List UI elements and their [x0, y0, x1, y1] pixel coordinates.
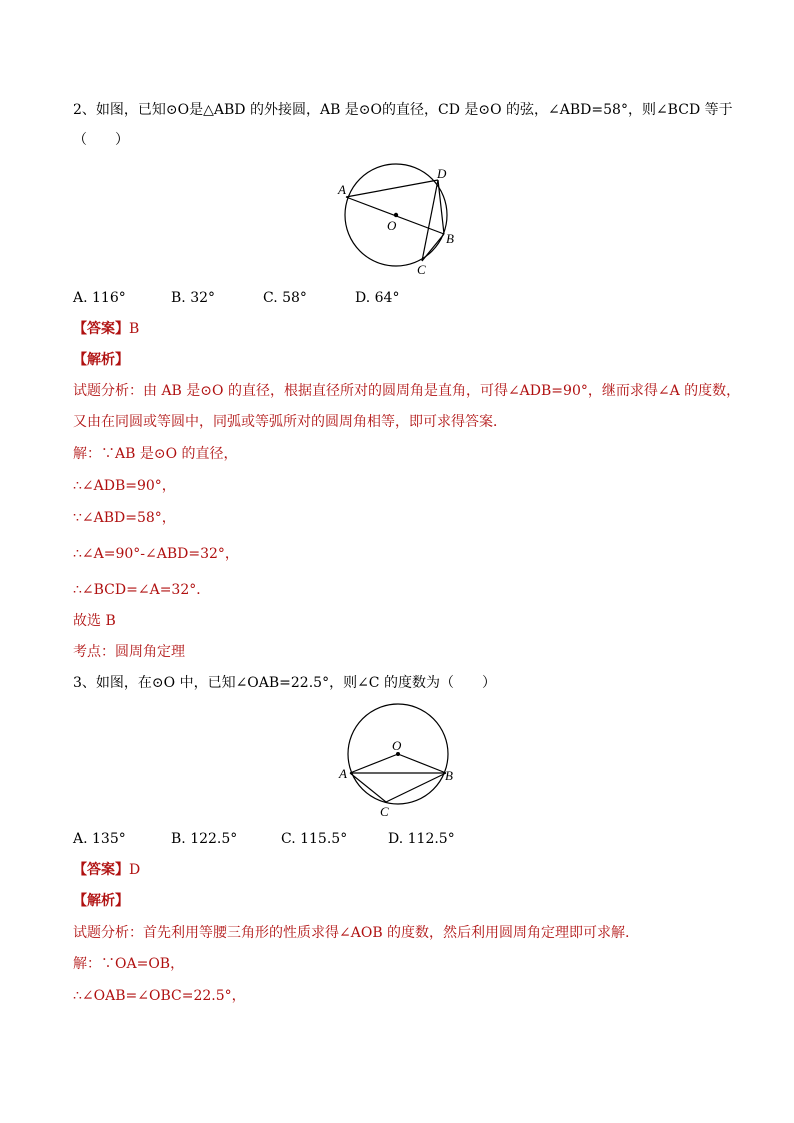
q2-choice-a: A. 116° — [73, 290, 126, 306]
q3-segment-oa — [350, 754, 398, 773]
q2-analysis-line-2: 又由在同圆或等圆中，同弧或等弧所对的圆周角相等，即可求得答案． — [73, 414, 507, 430]
q2-choice-c: C. 58° — [263, 290, 307, 306]
q3-answer-line — [73, 861, 140, 879]
q2-conclusion: 故选 B — [73, 613, 116, 629]
q2-answer-paren: （ ） — [73, 132, 129, 148]
q3-label-b: B — [445, 768, 453, 783]
q2-label-d: D — [437, 166, 447, 181]
q2-answer-tag: 【答案】 — [73, 321, 129, 337]
q2-label-c: C — [417, 262, 426, 277]
q2-choice-d: D. 64° — [355, 290, 400, 306]
q3-answer-value: D — [129, 862, 141, 878]
q3-circle-figure — [334, 700, 464, 822]
q2-segment-db — [438, 180, 444, 234]
q2-choice-b: B. 32° — [171, 290, 216, 306]
q2-circle-figure — [330, 160, 460, 278]
q3-label-o: O — [392, 738, 402, 753]
q2-label-a: A — [338, 182, 346, 197]
q2-segment-dc — [422, 180, 438, 261]
q2-solution-line-3: ∵∠ABD=58°， — [73, 510, 176, 526]
q2-answer-line — [73, 320, 139, 338]
q2-center-dot — [394, 213, 398, 217]
q3-choice-a: A. 135° — [73, 831, 126, 847]
q3-choice-b: B. 122.5° — [171, 831, 238, 847]
q2-kaodian: 考点：圆周角定理 — [73, 644, 185, 660]
q3-answer-tag: 【答案】 — [73, 862, 129, 878]
q2-segment-cb — [422, 234, 444, 261]
q2-segment-ad — [346, 180, 438, 197]
q3-choice-d: D. 112.5° — [388, 831, 455, 847]
q2-answer-value: B — [129, 321, 140, 337]
q2-solution-line-4: ∴∠A=90°-∠ABD=32°， — [73, 546, 239, 562]
q3-segment-cb — [386, 773, 446, 802]
q2-solution-line-5: ∴∠BCD=∠A=32°． — [73, 582, 211, 598]
q3-segment-ac — [350, 773, 386, 802]
q3-analysis-tag: 【解析】 — [73, 893, 129, 909]
q3-label-a: A — [339, 766, 347, 781]
q2-label-b: B — [446, 231, 454, 246]
q2-stem: 2、如图，已知⊙O是△ABD 的外接圆，AB 是⊙O的直径，CD 是⊙O 的弦，∠ABD=58°，则∠BCD 等于 — [73, 102, 733, 118]
q3-stem: 3、如图，在⊙O 中，已知∠OAB=22.5°，则∠C 的度数为（ ） — [73, 675, 496, 691]
q3-choice-c: C. 115.5° — [281, 831, 348, 847]
q3-solution-line-2: ∴∠OAB=∠OBC=22.5°， — [73, 988, 246, 1004]
q2-solution-line-2: ∴∠ADB=90°， — [73, 478, 176, 494]
q2-solution-line-1: 解：∵AB 是⊙O 的直径， — [73, 446, 238, 462]
q3-label-c: C — [380, 804, 389, 819]
q2-label-o: O — [387, 218, 397, 233]
q2-analysis-line-1: 试题分析：由 AB 是⊙O 的直径，根据直径所对的圆周角是直角，可得∠ADB=90°，继而求得∠A 的度数， — [73, 383, 741, 399]
q2-analysis-tag: 【解析】 — [73, 352, 129, 368]
q3-analysis-line-1: 试题分析：首先利用等腰三角形的性质求得∠AOB 的度数，然后利用圆周角定理即可求解. — [73, 925, 630, 941]
q3-solution-line-1: 解：∵OA=OB， — [73, 956, 185, 972]
q3-segment-ob — [398, 754, 446, 773]
